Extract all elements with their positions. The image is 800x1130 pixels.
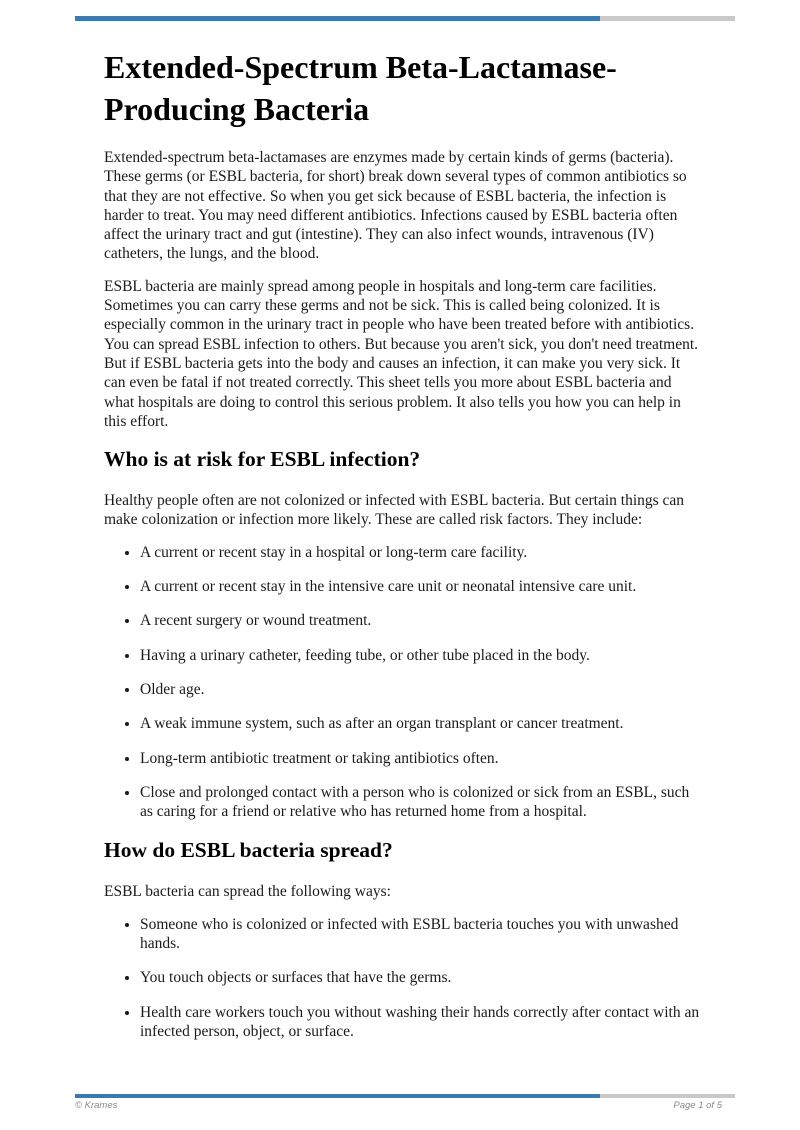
section-intro-spread: ESBL bacteria can spread the following ways: <box>104 883 391 901</box>
list-item: • You touch objects or surfaces that have the germs. <box>140 968 704 987</box>
document-body <box>104 0 704 1056</box>
list-item: • Having a urinary catheter, feeding tube, or other tube placed in the body. <box>140 646 704 665</box>
list-item: • Close and prolonged contact with a person who is colonized or sick from an ESBL, such as caring for a friend or relative who has returned home from a hospital. <box>140 783 704 822</box>
list-item: • Health care workers touch you without washing their hands correctly after contact with an infected person, object, or surface. <box>140 1003 704 1042</box>
section-intro-risk: Healthy people often are not colonized or infected with ESBL bacteria. But certain things can make colonization or infection more likely. These are called risk factors. They include: <box>104 492 685 529</box>
list-item: • A current or recent stay in the intensive care unit or neonatal intensive care unit. <box>140 577 704 596</box>
section-heading-risk: Who is at risk for ESBL infection? <box>104 447 421 472</box>
spread-ways-list <box>104 915 704 1041</box>
list-item: • Long-term antibiotic treatment or taking antibiotics often. <box>140 749 704 768</box>
page-title: Extended-Spectrum Beta-Lactamase-Producing Bacteria <box>104 49 617 127</box>
footer-accent-bar-gray-segment <box>600 1094 735 1098</box>
list-item: • A recent surgery or wound treatment. <box>140 611 704 630</box>
intro-paragraph-1: Extended-spectrum beta-lactamases are enzymes made by certain kinds of germs (bacteria). These germs (or ESBL bacteria, for short) break down several types of common antibiotics so that they are not effective. So when you get sick because of ESBL bacteria, the infection is harder to treat. You may need different antibiotics. Infections caused by ESBL bacteria often affect the urinary tract and gut (intestine). They can also infect wounds, intravenous (IV) catheters, the lungs, and the blood. <box>104 149 687 263</box>
list-item: • Someone who is colonized or infected with ESBL bacteria touches you with unwashed hands. <box>140 915 704 954</box>
footer-accent-bar-blue-segment <box>75 1094 600 1098</box>
risk-factors-list <box>104 543 704 822</box>
footer-page-number: Page 1 of 5 <box>673 1100 722 1111</box>
footer-copyright: © Krames <box>75 1100 118 1111</box>
section-heading-spread: How do ESBL bacteria spread? <box>104 838 393 863</box>
list-item: • A weak immune system, such as after an organ transplant or cancer treatment. <box>140 714 704 733</box>
list-item: • Older age. <box>140 680 704 699</box>
list-item: • A current or recent stay in a hospital or long-term care facility. <box>140 543 704 562</box>
footer <box>75 1100 722 1111</box>
intro-paragraph-2: ESBL bacteria are mainly spread among people in hospitals and long-term care facilities. Sometimes you can carry these germs and not be sick. This is called being colonized. It is especially common in the urinary tract in people who have been treated before with antibiotics. You can spread ESBL infection to others. But because you aren't sick, you don't need treatment. But if ESBL bacteria gets into the body and causes an infection, it can make you very sick. It can even be fatal if not treated correctly. This sheet tells you more about ESBL bacteria and what hospitals are doing to control this serious problem. It also tells you how you can help in this effort. <box>104 277 699 430</box>
footer-accent-bar <box>75 1094 735 1098</box>
